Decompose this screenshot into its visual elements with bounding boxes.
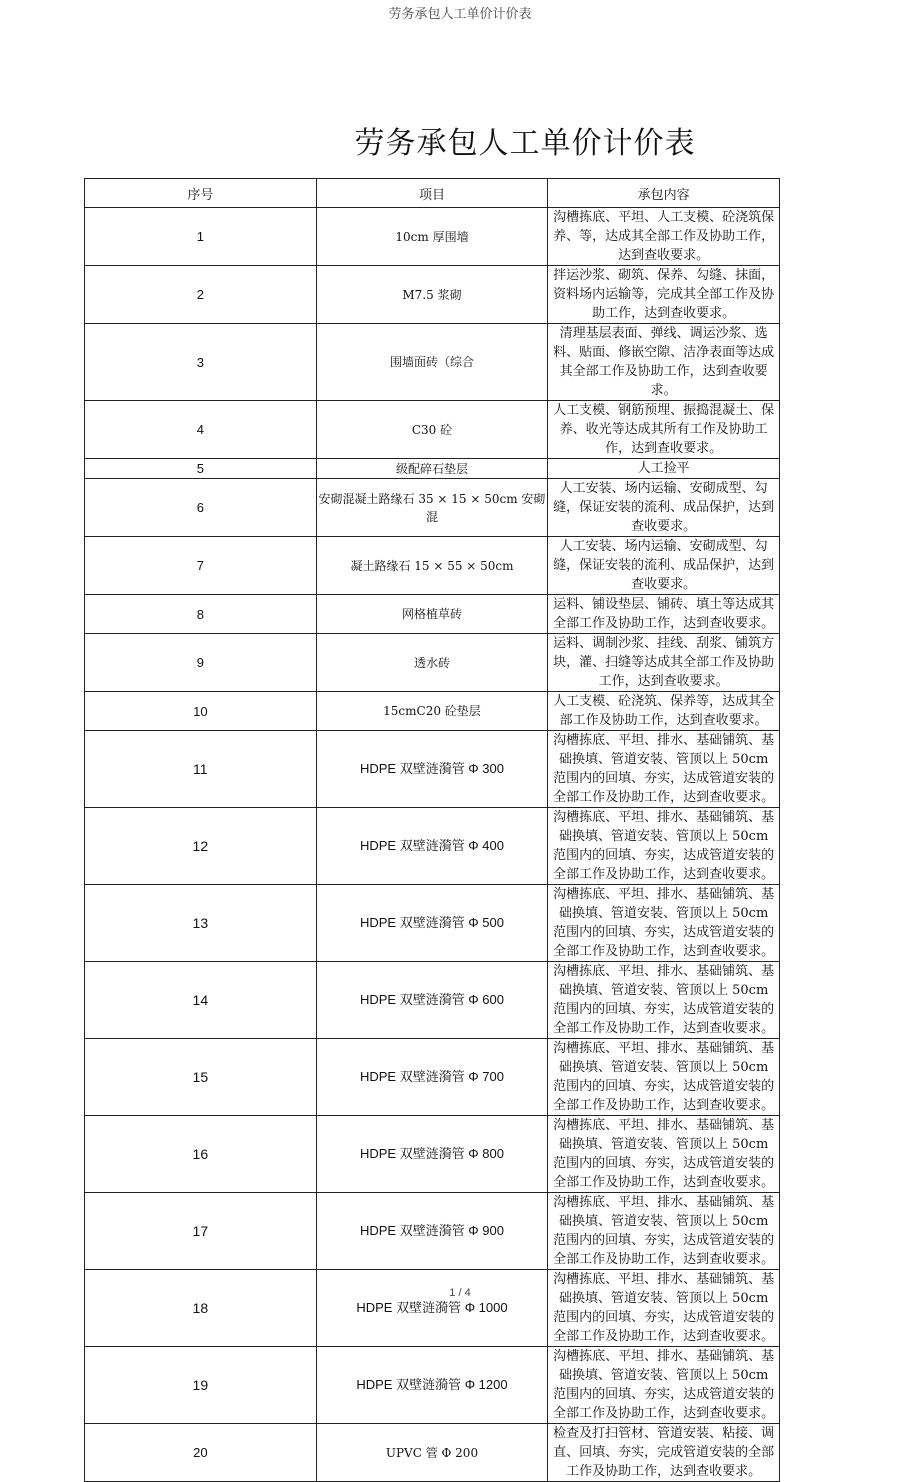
row-content: 沟槽拣底、平坦、排水、基础铺筑、基础换填、管道安装、管顶以上 50cm 范围内的回填、夯实，达成管道安装的全部工作及协助工作，达到查收要求。	[548, 808, 780, 885]
row-content: 沟槽拣底、平坦、人工支模、砼浇筑保养、等，达成其全部工作及协助工作，达到查收要求。	[548, 208, 780, 266]
table-row	[85, 634, 780, 692]
row-item: 网格植草砖	[316, 595, 548, 634]
table-row	[85, 459, 780, 479]
row-item: 15cmC20 砼垫层	[316, 692, 548, 731]
table-row	[85, 1347, 780, 1424]
row-item: 安砌混凝土路缘石 35 × 15 × 50cm 安砌混	[316, 479, 548, 537]
table-row	[85, 401, 780, 459]
row-item: HDPE 双壁涟漪管 Φ 800	[316, 1116, 548, 1193]
row-number: 14	[85, 962, 317, 1039]
row-item: UPVC 管 Φ 200	[316, 1424, 548, 1482]
row-content: 沟槽拣底、平坦、排水、基础铺筑、基础换填、管道安装、管顶以上 50cm 范围内的回填、夯实，达成管道安装的全部工作及协助工作，达到查收要求。	[548, 1270, 780, 1347]
row-item: HDPE 双壁涟漪管 Φ 1200	[316, 1347, 548, 1424]
row-content: 人工支模、钢筋预埋、振捣混凝土、保养、收光等达成其所有工作及协助工作，达到查收要求。	[548, 401, 780, 459]
table-row	[85, 266, 780, 324]
row-item: HDPE 双壁涟漪管 Φ 1000	[316, 1270, 548, 1347]
row-content: 运料、铺设垫层、铺砖、填土等达成其全部工作及协助工作，达到查收要求。	[548, 595, 780, 634]
table-row	[85, 885, 780, 962]
row-item: HDPE 双壁涟漪管 Φ 900	[316, 1193, 548, 1270]
row-item: HDPE 双壁涟漪管 Φ 400	[316, 808, 548, 885]
table-row	[85, 731, 780, 808]
row-item: 凝土路缘石 15 × 55 × 50cm	[316, 537, 548, 595]
table-row	[85, 1116, 780, 1193]
row-content: 沟槽拣底、平坦、排水、基础铺筑、基础换填、管道安装、管顶以上 50cm 范围内的回填、夯实，达成管道安装的全部工作及协助工作，达到查收要求。	[548, 1039, 780, 1116]
row-content: 沟槽拣底、平坦、排水、基础铺筑、基础换填、管道安装、管顶以上 50cm 范围内的回填、夯实，达成管道安装的全部工作及协助工作，达到查收要求。	[548, 885, 780, 962]
row-number: 19	[85, 1347, 317, 1424]
row-content: 人工捡平	[548, 459, 780, 479]
row-content: 沟槽拣底、平坦、排水、基础铺筑、基础换填、管道安装、管顶以上 50cm 范围内的回填、夯实，达成管道安装的全部工作及协助工作，达到查收要求。	[548, 1116, 780, 1193]
row-number: 5	[85, 459, 317, 479]
row-number: 11	[85, 731, 317, 808]
table-row	[85, 1039, 780, 1116]
row-number: 12	[85, 808, 317, 885]
row-number: 18	[85, 1270, 317, 1347]
table-row	[85, 1193, 780, 1270]
row-item: 级配碎石垫层	[316, 459, 548, 479]
row-content: 沟槽拣底、平坦、排水、基础铺筑、基础换填、管道安装、管顶以上 50cm 范围内的回填、夯实，达成管道安装的全部工作及协助工作，达到查收要求。	[548, 962, 780, 1039]
row-content: 检查及打扫管材、管道安装、粘接、调直、回填、夯实，完成管道安装的全部工作及协助工作，达到查收要求。	[548, 1424, 780, 1482]
row-number: 15	[85, 1039, 317, 1116]
row-content: 拌运沙浆、砌筑、保养、勾缝、抹面，资料场内运输等，完成其全部工作及协助工作，达到查收要求。	[548, 266, 780, 324]
table-row	[85, 962, 780, 1039]
row-item: 10cm 厚围墙	[316, 208, 548, 266]
table-row	[85, 1270, 780, 1347]
table-row	[85, 1424, 780, 1482]
row-item: HDPE 双壁涟漪管 Φ 300	[316, 731, 548, 808]
row-number: 2	[85, 266, 317, 324]
row-number: 8	[85, 595, 317, 634]
row-number: 3	[85, 324, 317, 401]
row-number: 17	[85, 1193, 317, 1270]
row-number: 13	[85, 885, 317, 962]
table-header-row	[85, 179, 780, 208]
row-item: 围墙面砖（综合	[316, 324, 548, 401]
column-header-item: 项目	[316, 179, 548, 208]
row-item: HDPE 双壁涟漪管 Φ 500	[316, 885, 548, 962]
row-number: 4	[85, 401, 317, 459]
column-header-no: 序号	[85, 179, 317, 208]
table-row	[85, 595, 780, 634]
row-number: 6	[85, 479, 317, 537]
row-number: 1	[85, 208, 317, 266]
page-number: 1 / 4	[449, 1287, 471, 1299]
table-row	[85, 692, 780, 731]
row-content: 沟槽拣底、平坦、排水、基础铺筑、基础换填、管道安装、管顶以上 50cm 范围内的回填、夯实，达成管道安装的全部工作及协助工作，达到查收要求。	[548, 731, 780, 808]
row-item: HDPE 双壁涟漪管 Φ 600	[316, 962, 548, 1039]
table-row	[85, 479, 780, 537]
row-number: 10	[85, 692, 317, 731]
row-content: 沟槽拣底、平坦、排水、基础铺筑、基础换填、管道安装、管顶以上 50cm 范围内的回填、夯实，达成管道安装的全部工作及协助工作，达到查收要求。	[548, 1347, 780, 1424]
table-row	[85, 808, 780, 885]
table-row	[85, 324, 780, 401]
row-number: 7	[85, 537, 317, 595]
row-content: 人工支模、砼浇筑、保养等，达成其全部工作及协助工作，达到查收要求。	[548, 692, 780, 731]
document-title: 劳务承包人工单价计价表	[354, 126, 696, 161]
row-content: 清理基层表面、弹线、调运沙浆、选料、贴面、修嵌空隙、洁净表面等达成其全部工作及协助工作，达到查收要求。	[548, 324, 780, 401]
table-row	[85, 537, 780, 595]
row-content: 沟槽拣底、平坦、排水、基础铺筑、基础换填、管道安装、管顶以上 50cm 范围内的回填、夯实，达成管道安装的全部工作及协助工作，达到查收要求。	[548, 1193, 780, 1270]
row-content: 人工安装、场内运输、安砌成型、勾缝，保证安装的流利、成品保护，达到查收要求。	[548, 537, 780, 595]
row-content: 运料、调制沙浆、挂线、刮浆、铺筑方块，灌、扫缝等达成其全部工作及协助工作，达到查收要求。	[548, 634, 780, 692]
row-number: 20	[85, 1424, 317, 1482]
row-number: 9	[85, 634, 317, 692]
row-number: 16	[85, 1116, 317, 1193]
row-content: 人工安装、场内运输、安砌成型、勾缝，保证安装的流利、成品保护，达到查收要求。	[548, 479, 780, 537]
page-header: 劳务承包人工单价计价表	[388, 7, 532, 22]
column-header-content: 承包内容	[548, 179, 780, 208]
table-row	[85, 208, 780, 266]
row-item: C30 砼	[316, 401, 548, 459]
row-item: M7.5 浆砌	[316, 266, 548, 324]
row-item: 透水砖	[316, 634, 548, 692]
row-item: HDPE 双壁涟漪管 Φ 700	[316, 1039, 548, 1116]
